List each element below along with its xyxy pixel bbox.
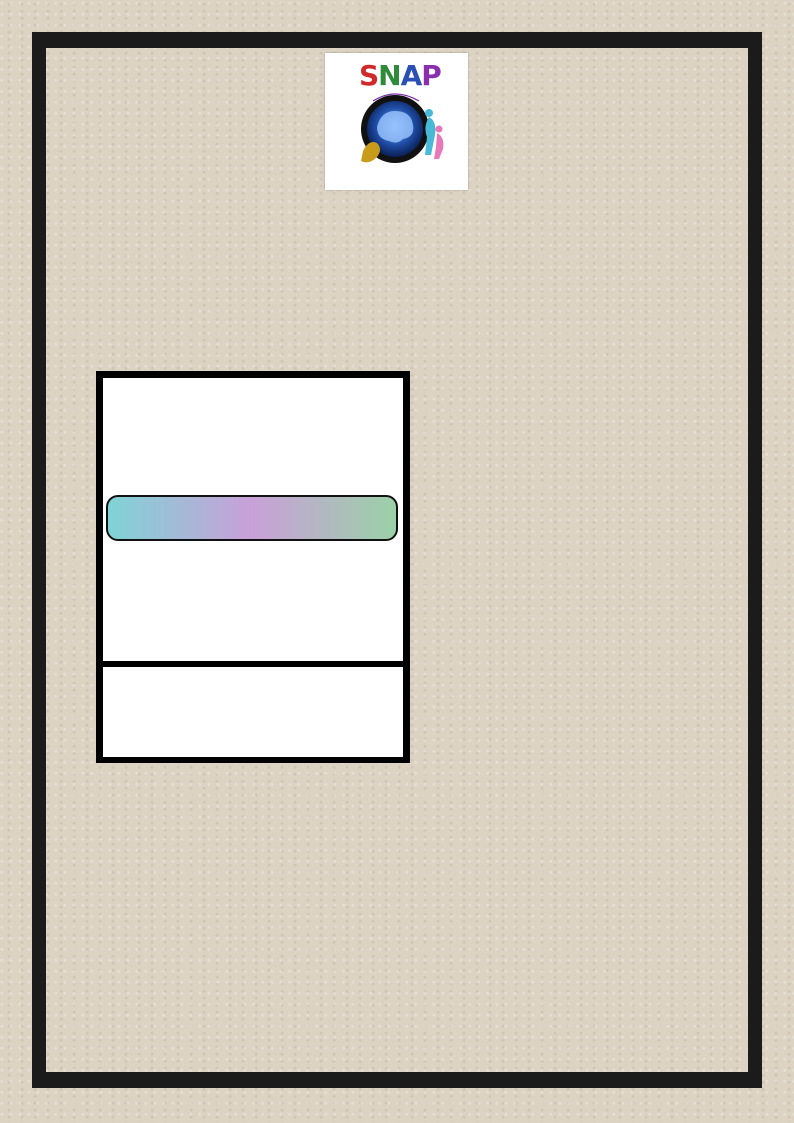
poster-contacts [103, 687, 403, 697]
border-right [748, 32, 762, 1088]
poster-bottom-panel [103, 667, 403, 757]
border-left [32, 32, 46, 1088]
poster-top-panel [103, 378, 403, 661]
brain-globe-icon [325, 53, 468, 190]
border-top [32, 32, 762, 48]
snap-logo [325, 53, 468, 190]
neurotransmitter-poster [96, 371, 410, 763]
border-bottom [32, 1072, 762, 1088]
poster-banner [106, 495, 398, 541]
logo-title: SNAP [359, 59, 441, 92]
